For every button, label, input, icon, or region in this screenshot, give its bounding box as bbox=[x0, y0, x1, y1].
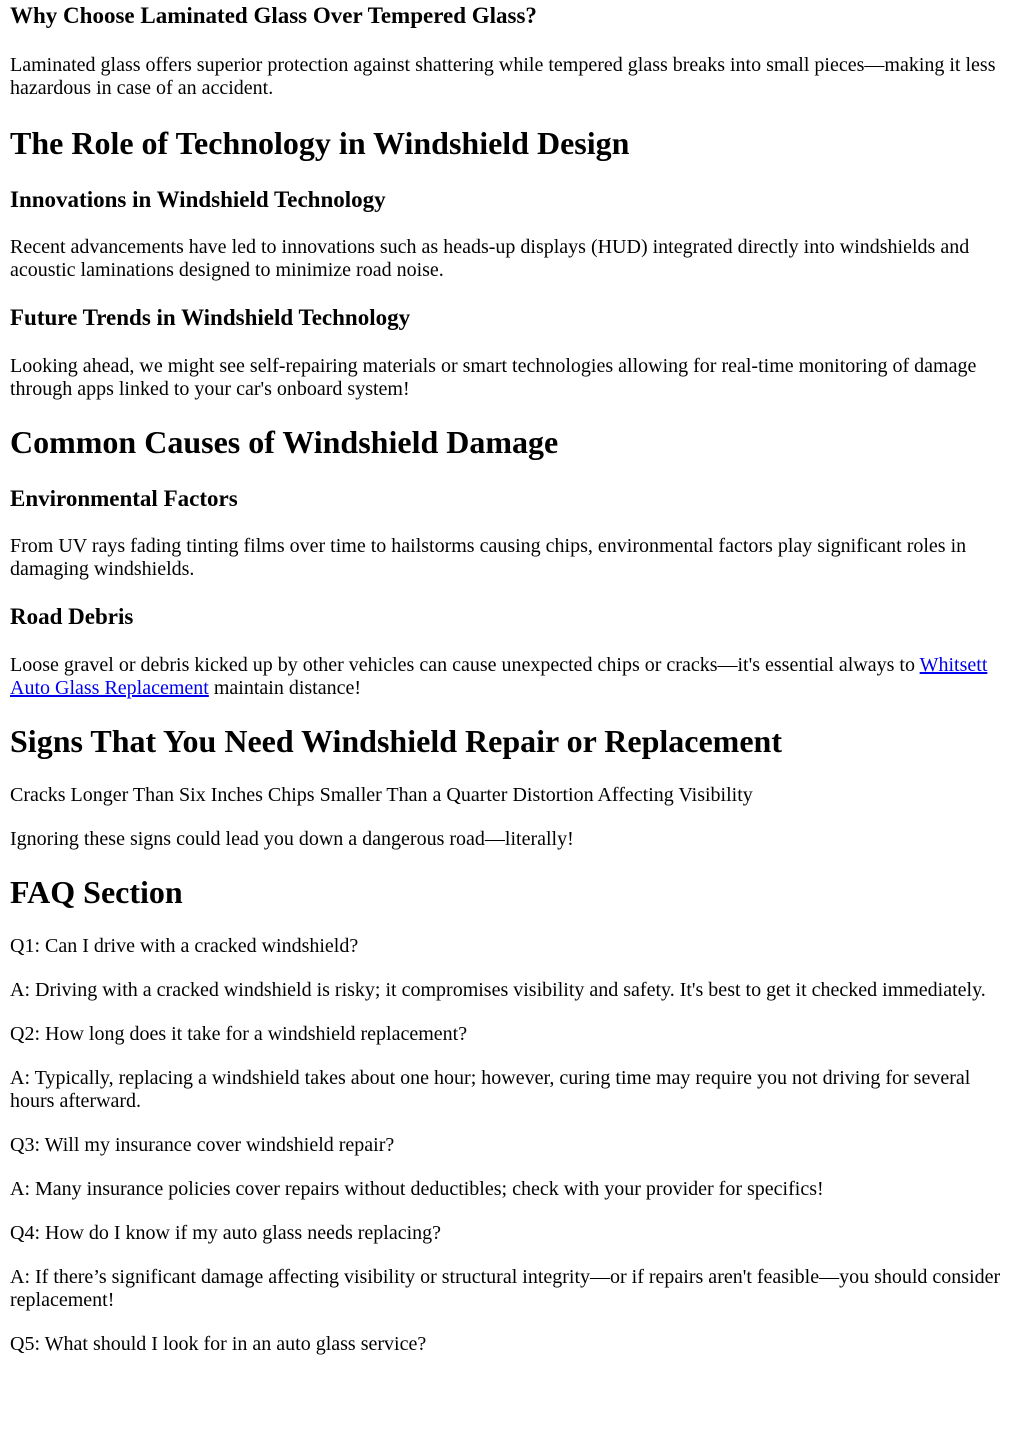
heading-signs-repair: Signs That You Need Windshield Repair or Replacement bbox=[10, 723, 782, 759]
paragraph-environmental-factors: From UV rays fading tinting films over time to hailstorms causing chips, environmental factors play significant roles in damaging windshields. bbox=[10, 535, 967, 580]
faq-question: Q5: What should I look for in an auto glass service? bbox=[10, 1333, 427, 1355]
paragraph-signs-warning: Ignoring these signs could lead you down a dangerous road—literally! bbox=[10, 828, 574, 850]
paragraph-road-debris bbox=[10, 654, 1014, 700]
heading-technology-role: The Role of Technology in Windshield Design bbox=[10, 125, 630, 161]
road-debris-text-before: Loose gravel or debris kicked up by other vehicles can cause unexpected chips or cracks—it's essential always to bbox=[10, 654, 920, 676]
heading-future-trends: Future Trends in Windshield Technology bbox=[10, 305, 411, 330]
faq-answer: A: Driving with a cracked windshield is risky; it compromises visibility and safety. It's best to get it checked immediately. bbox=[10, 979, 986, 1001]
faq-answer: A: Many insurance policies cover repairs without deductibles; check with your provider for specifics! bbox=[10, 1178, 824, 1200]
paragraph-future-trends: Looking ahead, we might see self-repairing materials or smart technologies allowing for real-time monitoring of damage through apps linked to your car's onboard system! bbox=[10, 355, 977, 400]
heading-innovations: Innovations in Windshield Technology bbox=[10, 187, 386, 212]
paragraph-signs-list: Cracks Longer Than Six Inches Chips Smaller Than a Quarter Distortion Affecting Visibility bbox=[10, 784, 753, 806]
faq-question: Q4: How do I know if my auto glass needs replacing? bbox=[10, 1222, 442, 1244]
article-content bbox=[0, 2, 1024, 1356]
faq-answer: A: If there’s significant damage affecting visibility or structural integrity—or if repairs aren't feasible—you should consider replacement! bbox=[10, 1266, 1001, 1311]
faq-list bbox=[10, 935, 1014, 1356]
faq-question: Q2: How long does it take for a windshield replacement? bbox=[10, 1023, 468, 1045]
whitsett-auto-glass-link[interactable]: Whitsett Auto Glass Replacement bbox=[10, 654, 988, 699]
road-debris-text-after: maintain distance! bbox=[208, 677, 362, 699]
faq-answer: A: Typically, replacing a windshield takes about one hour; however, curing time may require you not driving for several hours afterward. bbox=[10, 1067, 971, 1112]
faq-question: Q3: Will my insurance cover windshield repair? bbox=[10, 1134, 395, 1156]
heading-faq: FAQ Section bbox=[10, 874, 183, 910]
faq-question: Q1: Can I drive with a cracked windshield? bbox=[10, 935, 359, 957]
heading-common-causes: Common Causes of Windshield Damage bbox=[10, 424, 559, 460]
heading-laminated-vs-tempered: Why Choose Laminated Glass Over Tempered Glass? bbox=[10, 3, 537, 28]
paragraph-laminated-glass: Laminated glass offers superior protection against shattering while tempered glass breaks into small pieces—making it less hazardous in case of an accident. bbox=[10, 54, 996, 99]
heading-road-debris: Road Debris bbox=[10, 604, 134, 629]
paragraph-innovations: Recent advancements have led to innovations such as heads-up displays (HUD) integrated directly into windshields and acoustic laminations designed to minimize road noise. bbox=[10, 236, 970, 281]
heading-environmental-factors: Environmental Factors bbox=[10, 486, 238, 511]
